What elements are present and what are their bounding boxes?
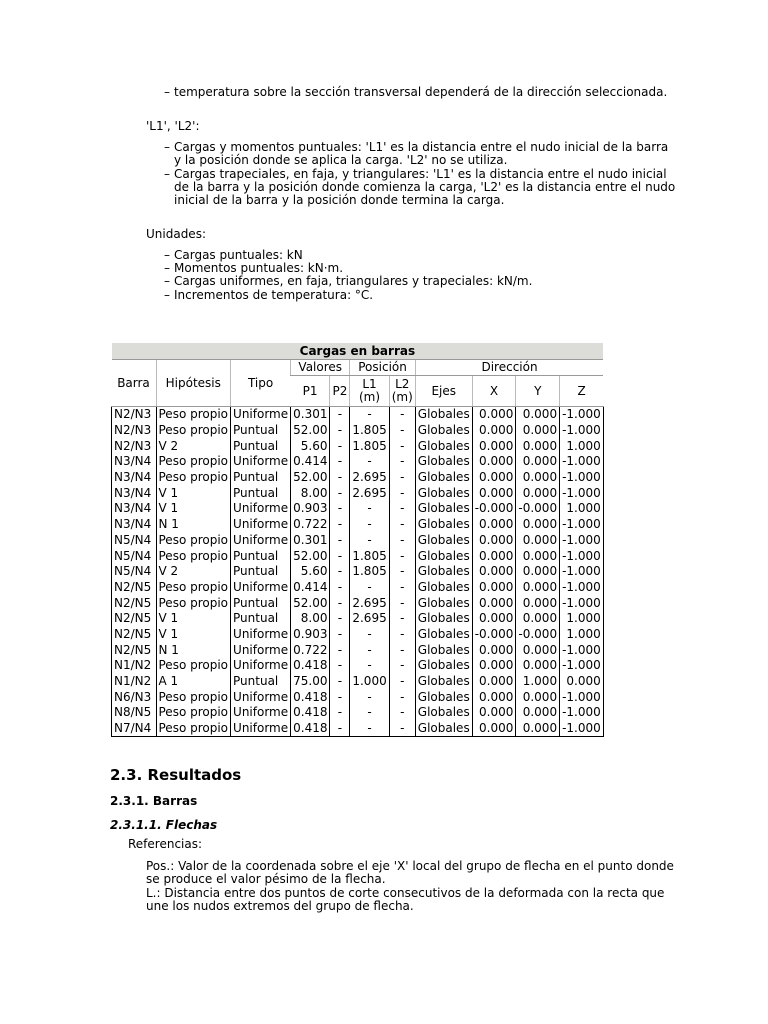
table-row (112, 580, 604, 596)
cell-p1: 52.00 (291, 423, 330, 439)
cell-x: 0.000 (472, 564, 516, 580)
cell-ejes: Globales (415, 423, 472, 439)
col-header-l2 (389, 376, 415, 407)
cell-l2: - (389, 721, 415, 737)
cell-p1: 0.414 (291, 580, 330, 596)
cell-y: 1.000 (516, 674, 560, 690)
cell-p2: - (330, 501, 350, 517)
cell-l1: - (350, 705, 389, 721)
l-bullet-2-line-2: de la barra y la posición donde comienza la carga, 'L2' es la distancia entre el nudo (174, 180, 676, 194)
cell-z: 1.000 (560, 627, 604, 643)
cell-l2: - (389, 517, 415, 533)
col-header-posicion: Posición (350, 360, 415, 376)
cell-ejes: Globales (415, 517, 472, 533)
cell-l1: 1.805 (350, 564, 389, 580)
table-row (112, 533, 604, 549)
cell-x: -0.000 (472, 627, 516, 643)
cell-x: 0.000 (472, 689, 516, 705)
unit-item: Cargas puntuales: kN (174, 248, 303, 262)
cell-l2: - (389, 548, 415, 564)
cell-x: 0.000 (472, 674, 516, 690)
cell-barra: N3/N4 (112, 485, 157, 501)
cell-x: 0.000 (472, 423, 516, 439)
cell-y: 0.000 (516, 548, 560, 564)
cell-l1: 2.695 (350, 470, 389, 486)
cell-tipo: Uniforme (231, 658, 291, 674)
cell-l2: - (389, 454, 415, 470)
cell-ejes: Globales (415, 454, 472, 470)
table-row (112, 548, 604, 564)
cell-ejes: Globales (415, 721, 472, 737)
col-header-direccion: Dirección (415, 360, 603, 376)
cell-z: -1.000 (560, 454, 604, 470)
cell-l2: - (389, 423, 415, 439)
cell-x: 0.000 (472, 485, 516, 501)
cell-tipo: Puntual (231, 438, 291, 454)
cell-p1: 5.60 (291, 438, 330, 454)
table-row (112, 564, 604, 580)
cell-p2: - (330, 611, 350, 627)
cell-p1: 8.00 (291, 485, 330, 501)
cell-l2: - (389, 533, 415, 549)
cell-z: -1.000 (560, 580, 604, 596)
cell-l1: - (350, 454, 389, 470)
table-row (112, 407, 604, 423)
cell-z: -1.000 (560, 658, 604, 674)
units-label: Unidades: (146, 227, 206, 241)
cell-ejes: Globales (415, 658, 472, 674)
cell-ejes: Globales (415, 595, 472, 611)
cell-p2: - (330, 658, 350, 674)
cell-l2: - (389, 470, 415, 486)
cell-y: 0.000 (516, 438, 560, 454)
cell-y: 0.000 (516, 705, 560, 721)
cell-x: 0.000 (472, 407, 516, 423)
cell-p1: 0.301 (291, 533, 330, 549)
table-row (112, 517, 604, 533)
cell-z: -1.000 (560, 721, 604, 737)
cell-tipo: Puntual (231, 611, 291, 627)
cell-x: 0.000 (472, 658, 516, 674)
cell-p2: - (330, 438, 350, 454)
cell-x: 0.000 (472, 454, 516, 470)
cell-x: -0.000 (472, 501, 516, 517)
cell-p1: 52.00 (291, 548, 330, 564)
cell-y: 0.000 (516, 642, 560, 658)
cell-p2: - (330, 627, 350, 643)
cell-y: 0.000 (516, 658, 560, 674)
l-bullet-1-line-1: Cargas y momentos puntuales: 'L1' es la distancia entre el nudo inicial de la barra (174, 140, 669, 154)
referencias-label: Referencias: (128, 837, 203, 851)
heading-resultados: 2.3. Resultados (110, 766, 242, 784)
cell-hipotesis: V 1 (156, 627, 231, 643)
table-row (112, 642, 604, 658)
cell-p1: 0.418 (291, 721, 330, 737)
col-header-p1: P1 (291, 376, 330, 407)
cell-y: 0.000 (516, 485, 560, 501)
table-row (112, 454, 604, 470)
cell-l1: - (350, 658, 389, 674)
cell-p2: - (330, 642, 350, 658)
cell-ejes: Globales (415, 674, 472, 690)
cell-hipotesis: Peso propio (156, 407, 231, 423)
cell-x: 0.000 (472, 470, 516, 486)
cell-barra: N5/N4 (112, 548, 157, 564)
cell-hipotesis: Peso propio (156, 595, 231, 611)
cell-p2: - (330, 689, 350, 705)
cell-hipotesis: N 1 (156, 517, 231, 533)
l-bullet-1-line-2: y la posición donde se aplica la carga. 'L2' no se utiliza. (174, 153, 508, 167)
cell-l1: 2.695 (350, 595, 389, 611)
cell-barra: N6/N3 (112, 689, 157, 705)
cell-hipotesis: Peso propio (156, 470, 231, 486)
referencia-line: se produce el valor pésimo de la flecha. (146, 872, 386, 886)
cell-y: 0.000 (516, 580, 560, 596)
col-header-tipo: Tipo (231, 360, 291, 407)
cell-barra: N2/N3 (112, 407, 157, 423)
cell-hipotesis: Peso propio (156, 548, 231, 564)
cell-hipotesis: Peso propio (156, 658, 231, 674)
cell-tipo: Puntual (231, 423, 291, 439)
bullet-dash: – (164, 274, 170, 288)
col-header-ejes: Ejes (415, 376, 472, 407)
cell-l2: - (389, 658, 415, 674)
cell-tipo: Puntual (231, 674, 291, 690)
cell-hipotesis: V 1 (156, 611, 231, 627)
cell-p2: - (330, 423, 350, 439)
heading-barras: 2.3.1. Barras (110, 794, 198, 808)
cell-z: 1.000 (560, 438, 604, 454)
cell-p2: - (330, 470, 350, 486)
cell-p1: 5.60 (291, 564, 330, 580)
cell-hipotesis: N 1 (156, 642, 231, 658)
cell-hipotesis: Peso propio (156, 689, 231, 705)
cell-p2: - (330, 454, 350, 470)
cell-l2: - (389, 705, 415, 721)
cell-barra: N3/N4 (112, 501, 157, 517)
cell-barra: N3/N4 (112, 517, 157, 533)
cell-ejes: Globales (415, 438, 472, 454)
table-row (112, 470, 604, 486)
table-row (112, 674, 604, 690)
cell-z: -1.000 (560, 423, 604, 439)
cell-barra: N3/N4 (112, 454, 157, 470)
heading-flechas: 2.3.1.1. Flechas (110, 818, 218, 832)
cell-hipotesis: A 1 (156, 674, 231, 690)
cell-x: 0.000 (472, 438, 516, 454)
table-row (112, 721, 604, 737)
cell-ejes: Globales (415, 705, 472, 721)
cell-x: 0.000 (472, 705, 516, 721)
cell-z: -1.000 (560, 470, 604, 486)
cell-ejes: Globales (415, 407, 472, 423)
unit-item: Momentos puntuales: kN·m. (174, 261, 344, 275)
cell-p2: - (330, 595, 350, 611)
cell-z: -1.000 (560, 705, 604, 721)
col-header-p2: P2 (330, 376, 350, 407)
cell-p2: - (330, 517, 350, 533)
col-header-barra: Barra (112, 360, 157, 407)
cell-tipo: Uniforme (231, 689, 291, 705)
cell-ejes: Globales (415, 580, 472, 596)
referencia-line: L.: Distancia entre dos puntos de corte consecutivos de la deformada con la recta que (146, 886, 665, 900)
l1-unit: (m) (359, 390, 381, 404)
cell-x: 0.000 (472, 580, 516, 596)
cell-l2: - (389, 611, 415, 627)
cell-ejes: Globales (415, 485, 472, 501)
cell-x: 0.000 (472, 595, 516, 611)
cell-y: 0.000 (516, 517, 560, 533)
table-row (112, 627, 604, 643)
table-row (112, 423, 604, 439)
cell-l1: 1.805 (350, 423, 389, 439)
bullet-dash: – (164, 248, 170, 262)
table-row (112, 595, 604, 611)
cell-y: 0.000 (516, 564, 560, 580)
cell-l1: - (350, 501, 389, 517)
cell-ejes: Globales (415, 627, 472, 643)
cell-l1: - (350, 627, 389, 643)
cell-l2: - (389, 627, 415, 643)
cell-l1: - (350, 533, 389, 549)
cell-x: 0.000 (472, 517, 516, 533)
cell-p2: - (330, 705, 350, 721)
cell-z: -1.000 (560, 548, 604, 564)
col-header-z: Z (560, 376, 604, 407)
bullet-dash: – (164, 85, 170, 99)
cell-ejes: Globales (415, 564, 472, 580)
l-bullet-2-line-3: inicial de la barra y la posición donde termina la carga. (174, 193, 505, 207)
cell-barra: N2/N5 (112, 627, 157, 643)
cell-l2: - (389, 642, 415, 658)
table-row (112, 705, 604, 721)
cell-z: -1.000 (560, 564, 604, 580)
intro-bullet-text: temperatura sobre la sección transversal dependerá de la dirección seleccionada. (174, 85, 668, 99)
cell-y: 0.000 (516, 454, 560, 470)
bullet-dash: – (164, 140, 170, 154)
cell-l2: - (389, 407, 415, 423)
l2-unit: (m) (391, 390, 413, 404)
cell-z: -1.000 (560, 485, 604, 501)
cell-hipotesis: Peso propio (156, 721, 231, 737)
cell-p2: - (330, 580, 350, 596)
cell-hipotesis: V 2 (156, 438, 231, 454)
cell-l1: - (350, 689, 389, 705)
col-header-hipotesis: Hipótesis (156, 360, 231, 407)
cell-p1: 0.414 (291, 454, 330, 470)
cell-tipo: Uniforme (231, 705, 291, 721)
cell-barra: N5/N4 (112, 533, 157, 549)
cell-l1: 1.805 (350, 438, 389, 454)
cell-p1: 0.418 (291, 705, 330, 721)
cell-p1: 0.418 (291, 689, 330, 705)
cell-p1: 0.418 (291, 658, 330, 674)
cell-l2: - (389, 674, 415, 690)
cell-p1: 52.00 (291, 595, 330, 611)
cell-barra: N8/N5 (112, 705, 157, 721)
cell-y: -0.000 (516, 501, 560, 517)
cell-x: 0.000 (472, 548, 516, 564)
cell-barra: N3/N4 (112, 470, 157, 486)
table-caption: Cargas en barras (112, 343, 604, 360)
cell-y: 0.000 (516, 407, 560, 423)
referencia-line: une los nudos extremos del grupo de flecha. (146, 899, 414, 913)
bullet-dash: – (164, 261, 170, 275)
cell-hipotesis: Peso propio (156, 705, 231, 721)
cell-y: 0.000 (516, 611, 560, 627)
cell-z: 1.000 (560, 611, 604, 627)
cell-z: -1.000 (560, 533, 604, 549)
cell-p2: - (330, 485, 350, 501)
cell-z: 1.000 (560, 501, 604, 517)
cell-p2: - (330, 674, 350, 690)
cell-p1: 0.903 (291, 501, 330, 517)
cell-l1: - (350, 721, 389, 737)
cargas-en-barras-table (111, 343, 604, 737)
cell-hipotesis: Peso propio (156, 454, 231, 470)
cell-tipo: Uniforme (231, 642, 291, 658)
cell-ejes: Globales (415, 689, 472, 705)
cell-hipotesis: V 1 (156, 501, 231, 517)
cell-hipotesis: Peso propio (156, 423, 231, 439)
cell-l2: - (389, 438, 415, 454)
cell-p2: - (330, 407, 350, 423)
cell-hipotesis: Peso propio (156, 533, 231, 549)
unit-item: Cargas uniformes, en faja, triangulares y trapeciales: kN/m. (174, 274, 533, 288)
cell-tipo: Uniforme (231, 454, 291, 470)
bullet-dash: – (164, 167, 170, 181)
l-label: 'L1', 'L2': (146, 119, 200, 133)
table-row (112, 501, 604, 517)
unit-item: Incrementos de temperatura: °C. (174, 288, 374, 302)
cell-l2: - (389, 485, 415, 501)
table-row (112, 689, 604, 705)
cell-ejes: Globales (415, 470, 472, 486)
cell-barra: N2/N5 (112, 595, 157, 611)
cell-p2: - (330, 564, 350, 580)
cell-tipo: Uniforme (231, 533, 291, 549)
cell-barra: N1/N2 (112, 658, 157, 674)
cell-p2: - (330, 721, 350, 737)
cell-barra: N2/N5 (112, 580, 157, 596)
cell-l1: 1.805 (350, 548, 389, 564)
cell-hipotesis: V 2 (156, 564, 231, 580)
cell-z: -1.000 (560, 689, 604, 705)
cell-l1: - (350, 517, 389, 533)
cell-z: -1.000 (560, 407, 604, 423)
cell-tipo: Puntual (231, 485, 291, 501)
cell-l2: - (389, 580, 415, 596)
cell-y: 0.000 (516, 689, 560, 705)
cell-tipo: Uniforme (231, 627, 291, 643)
table-row (112, 611, 604, 627)
cell-barra: N2/N3 (112, 438, 157, 454)
cell-hipotesis: Peso propio (156, 580, 231, 596)
col-header-l1 (350, 376, 389, 407)
l2-label: L2 (395, 377, 410, 391)
cell-ejes: Globales (415, 611, 472, 627)
col-header-y: Y (516, 376, 560, 407)
table-row (112, 485, 604, 501)
cell-p1: 0.722 (291, 642, 330, 658)
cell-l1: 2.695 (350, 485, 389, 501)
referencia-line: Pos.: Valor de la coordenada sobre el eje 'X' local del grupo de flecha en el punto donde (146, 859, 674, 873)
table-row (112, 658, 604, 674)
cell-l2: - (389, 564, 415, 580)
cell-barra: N2/N5 (112, 611, 157, 627)
cell-l2: - (389, 501, 415, 517)
cell-p1: 75.00 (291, 674, 330, 690)
cell-y: 0.000 (516, 533, 560, 549)
cell-p2: - (330, 533, 350, 549)
cell-tipo: Uniforme (231, 501, 291, 517)
cell-y: -0.000 (516, 627, 560, 643)
table-row (112, 438, 604, 454)
cell-l1: - (350, 407, 389, 423)
cell-y: 0.000 (516, 595, 560, 611)
cell-tipo: Uniforme (231, 580, 291, 596)
cell-x: 0.000 (472, 611, 516, 627)
cell-y: 0.000 (516, 721, 560, 737)
cell-p1: 0.903 (291, 627, 330, 643)
cell-z: -1.000 (560, 595, 604, 611)
l-bullet-2-line-1: Cargas trapeciales, en faja, y triangulares: 'L1' es la distancia entre el nudo inicial (174, 167, 667, 181)
bullet-dash: – (164, 288, 170, 302)
cell-y: 0.000 (516, 470, 560, 486)
cell-l1: 2.695 (350, 611, 389, 627)
cell-ejes: Globales (415, 642, 472, 658)
col-header-valores: Valores (291, 360, 350, 376)
cell-p1: 52.00 (291, 470, 330, 486)
col-header-x: X (472, 376, 516, 407)
cell-p1: 0.301 (291, 407, 330, 423)
cell-hipotesis: V 1 (156, 485, 231, 501)
cell-tipo: Puntual (231, 470, 291, 486)
cell-p1: 8.00 (291, 611, 330, 627)
cell-l2: - (389, 595, 415, 611)
cell-tipo: Uniforme (231, 721, 291, 737)
cell-x: 0.000 (472, 721, 516, 737)
cell-barra: N5/N4 (112, 564, 157, 580)
cell-tipo: Puntual (231, 595, 291, 611)
cell-ejes: Globales (415, 533, 472, 549)
cell-y: 0.000 (516, 423, 560, 439)
cell-p1: 0.722 (291, 517, 330, 533)
cell-barra: N2/N3 (112, 423, 157, 439)
cell-l1: 1.000 (350, 674, 389, 690)
cell-z: 0.000 (560, 674, 604, 690)
cell-l2: - (389, 689, 415, 705)
cell-ejes: Globales (415, 548, 472, 564)
cell-barra: N2/N5 (112, 642, 157, 658)
cell-tipo: Puntual (231, 548, 291, 564)
cell-tipo: Puntual (231, 564, 291, 580)
cell-barra: N7/N4 (112, 721, 157, 737)
cell-z: -1.000 (560, 517, 604, 533)
cell-p2: - (330, 548, 350, 564)
cell-ejes: Globales (415, 501, 472, 517)
cell-tipo: Uniforme (231, 407, 291, 423)
cell-l1: - (350, 642, 389, 658)
cell-x: 0.000 (472, 642, 516, 658)
cell-l1: - (350, 580, 389, 596)
l1-label: L1 (362, 377, 377, 391)
cell-tipo: Uniforme (231, 517, 291, 533)
cell-x: 0.000 (472, 533, 516, 549)
cell-barra: N1/N2 (112, 674, 157, 690)
cell-z: -1.000 (560, 642, 604, 658)
